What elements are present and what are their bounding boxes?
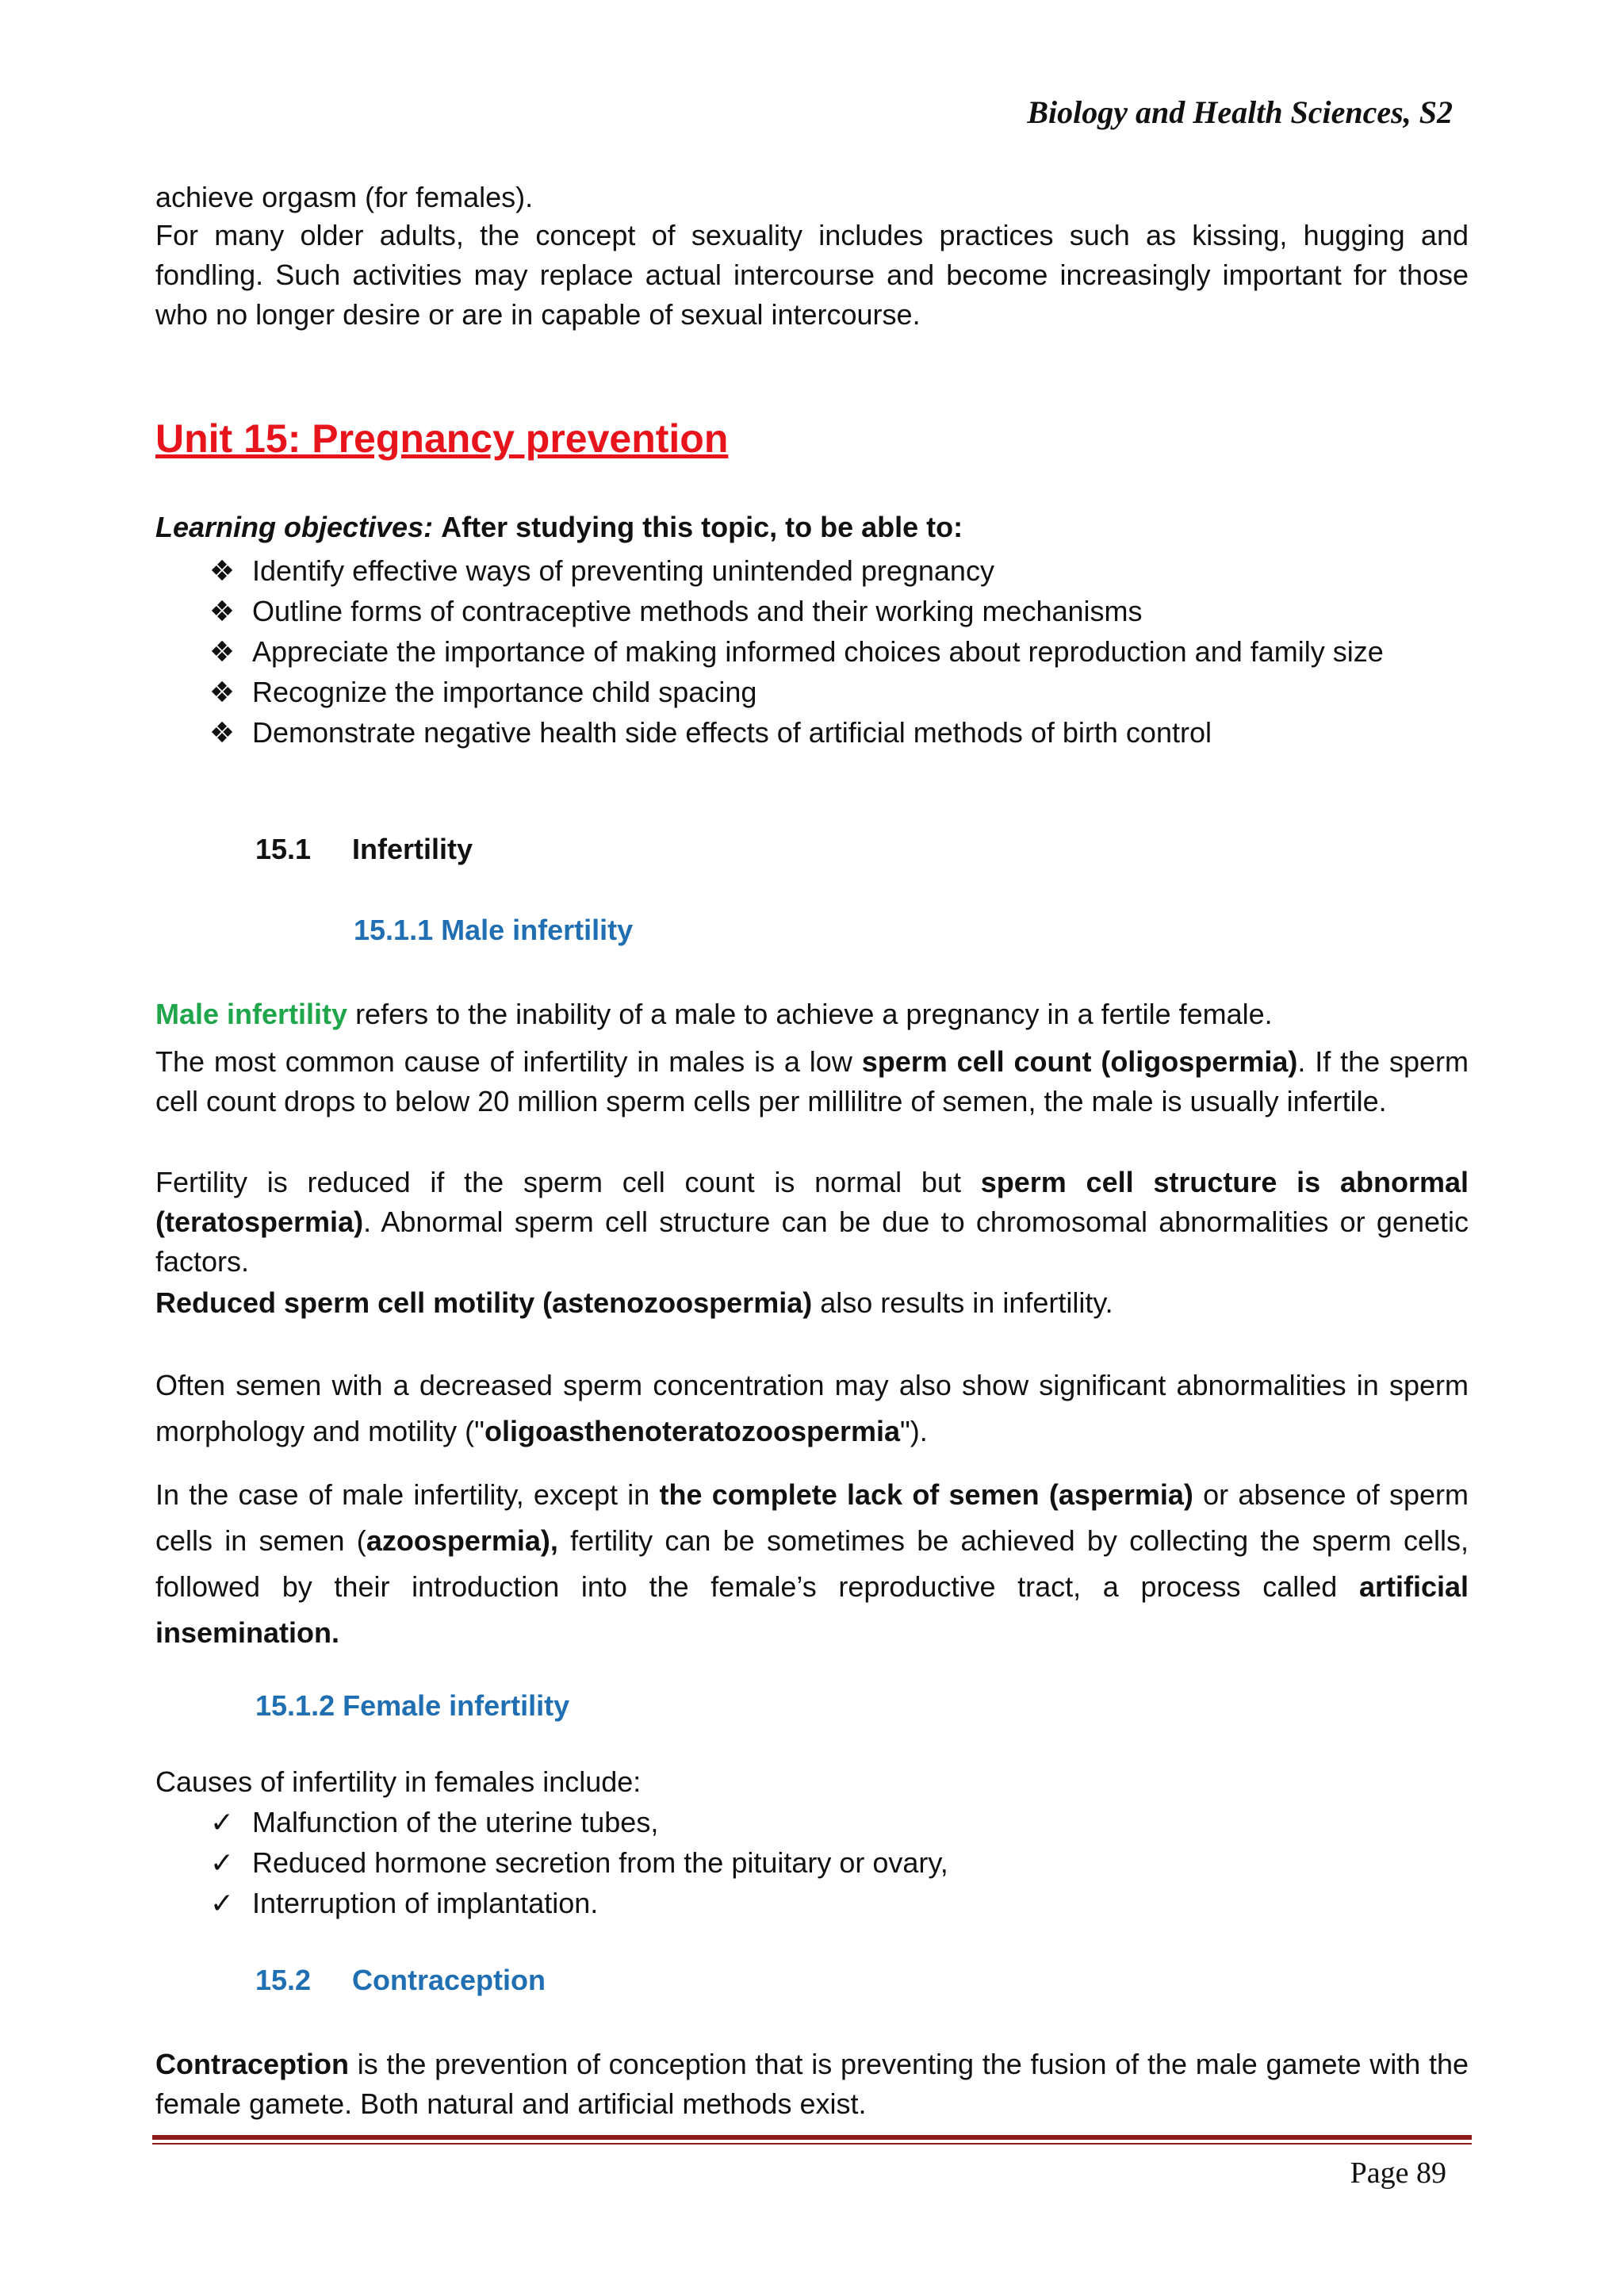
list-item: ✓ Reduced hormone secretion from the pituitary or ovary, <box>205 1842 1467 1883</box>
list-item: ❖ Demonstrate negative health side effects of artificial methods of birth control <box>205 712 1467 753</box>
male-paragraph-4: Often semen with a decreased sperm concentration may also show significant abnormalities in sperm morphology and motility ("oligoasthenoteratozoospermia"). <box>155 1369 1469 1447</box>
objectives-list <box>205 550 1467 753</box>
list-item: ❖ Recognize the importance child spacing <box>205 672 1467 712</box>
objectives-label: Learning objectives: <box>155 511 434 543</box>
check-bullet-icon: ✓ <box>209 1806 235 1838</box>
list-item: ❖ Identify effective ways of preventing unintended pregnancy <box>205 550 1467 591</box>
male-infertility-definition: Male infertility refers to the inability of a male to achieve a pregnancy in a fertile female. <box>155 998 1273 1030</box>
footer-rule <box>152 2135 1472 2140</box>
diamond-bullet-icon: ❖ <box>209 635 236 668</box>
footer-rule-thin <box>152 2143 1472 2145</box>
objectives-heading <box>155 508 963 547</box>
list-item: ❖ Appreciate the importance of making informed choices about reproduction and family size <box>205 631 1467 672</box>
check-bullet-icon: ✓ <box>209 1887 235 1919</box>
diamond-bullet-icon: ❖ <box>209 676 236 708</box>
page-number: Page 89 <box>1350 2156 1446 2190</box>
unit-title: Unit 15: Pregnancy prevention <box>155 416 729 461</box>
male-paragraph-5: In the case of male infertility, except in the complete lack of semen (aspermia) or absence of sperm cells in semen (azoospermia), fertility can be sometimes be achieved by collecting the sperm cells, followed by their introduction into the female’s reproductive tract, a process called artificial insemination. <box>155 1478 1469 1649</box>
list-item: ❖ Outline forms of contraceptive methods and their working mechanisms <box>205 591 1467 631</box>
section-heading-15-1: 15.1 Infertility <box>255 833 473 865</box>
intro-paragraph: For many older adults, the concept of sexuality includes practices such as kissing, hugging and fondling. Such activities may replace actual intercourse and become increasingly important for those who no longer desire or are in capable of sexual intercourse. <box>155 219 1469 331</box>
list-item: ✓ Interruption of implantation. <box>205 1883 1467 1923</box>
female-causes-list <box>205 1802 1467 1923</box>
objectives-lead: After studying this topic, to be able to: <box>441 511 963 543</box>
diamond-bullet-icon: ❖ <box>209 595 236 627</box>
male-paragraph-2: Fertility is reduced if the sperm cell count is normal but sperm cell structure is abnormal (teratospermia). Abnormal sperm cell structure can be due to chromosomal abnormalities or genetic factors. <box>155 1166 1469 1278</box>
diamond-bullet-icon: ❖ <box>209 554 236 587</box>
document-page <box>155 0 1469 2296</box>
list-item: ✓ Malfunction of the uterine tubes, <box>205 1802 1467 1842</box>
check-bullet-icon: ✓ <box>209 1846 235 1879</box>
running-header: Biology and Health Sciences, S2 <box>1027 94 1453 130</box>
male-paragraph-3: Reduced sperm cell motility (astenozoospermia) also results in infertility. <box>155 1286 1113 1319</box>
female-intro: Causes of infertility in females include: <box>155 1765 642 1798</box>
section-heading-15-2: 15.2 Contraception <box>255 1964 546 1996</box>
section-heading-15-1-2: 15.1.2 Female infertility <box>255 1689 570 1722</box>
contraception-paragraph: Contraception is the prevention of conception that is preventing the fusion of the male gamete with the female gamete. Both natural and artificial methods exist. <box>155 2048 1469 2120</box>
male-paragraph-1: The most common cause of infertility in males is a low sperm cell count (oligospermia). If the sperm cell count drops to below 20 million sperm cells per millilitre of semen, the male is usually infertile. <box>155 1045 1469 1117</box>
section-heading-15-1-1: 15.1.1 Male infertility <box>354 914 634 946</box>
diamond-bullet-icon: ❖ <box>209 716 236 749</box>
intro-line: achieve orgasm (for females). <box>155 181 534 213</box>
